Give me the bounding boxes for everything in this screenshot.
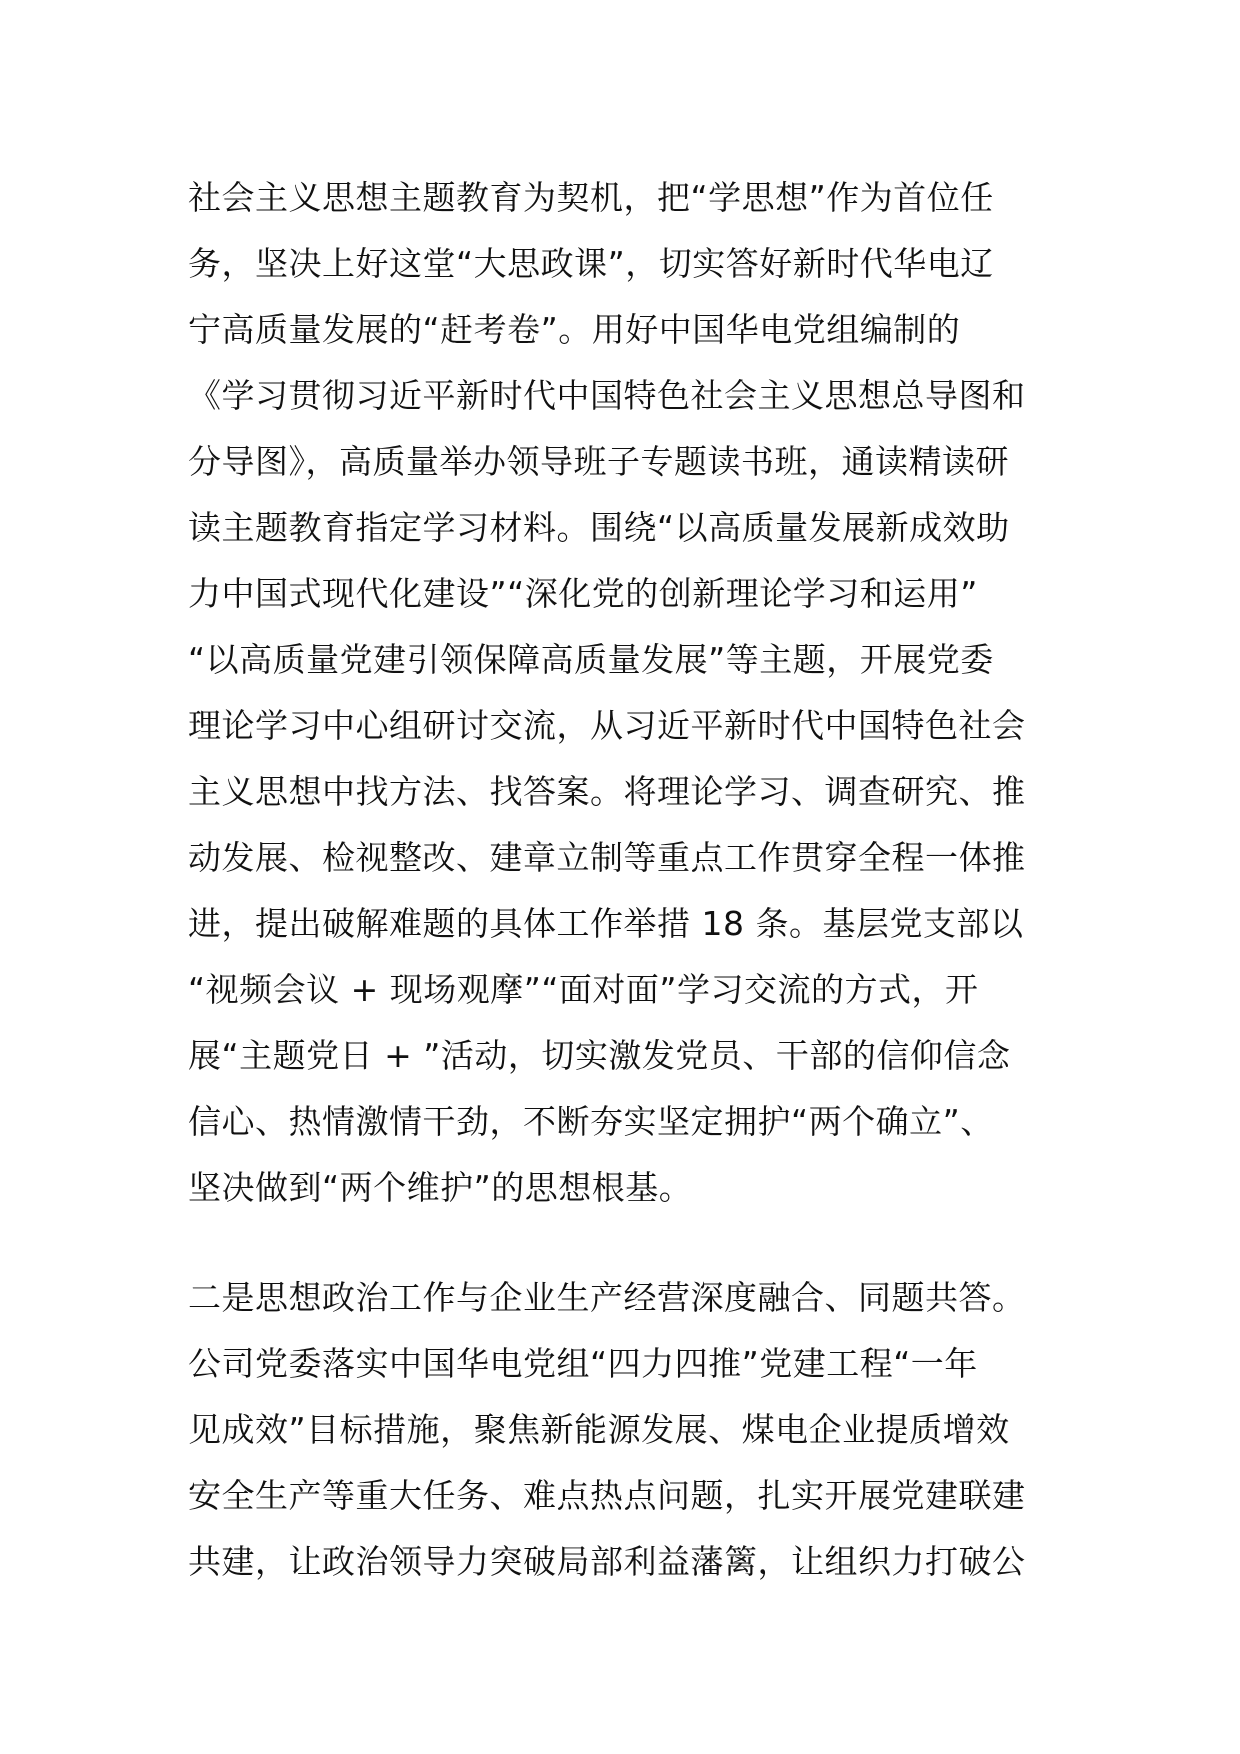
text-line: 展“主题党日 + ”活动，切实激发党员、干部的信仰信念 <box>188 1036 1011 1075</box>
text-line: 信心、热情激情干劲，不断夯实坚定拥护“两个确立”、 <box>188 1102 994 1141</box>
text-line: 力中国式现代化建设”“深化党的创新理论学习和运用” <box>188 574 978 613</box>
text-line: 坚决做到“两个维护”的思想根基。 <box>188 1168 693 1207</box>
text-line: 务，坚决上好这堂“大思政课”，切实答好新时代华电辽 <box>188 244 994 283</box>
text-line: 分导图》，高质量举办领导班子专题读书班，通读精读研 <box>188 442 1009 481</box>
text-line: 见成效”目标措施，聚焦新能源发展、煤电企业提质增效 <box>188 1410 1010 1449</box>
text-line: 读主题教育指定学习材料。围绕“以高质量发展新成效助 <box>188 508 1010 547</box>
text-line: 社会主义思想主题教育为契机，把“学思想”作为首位任 <box>188 178 994 217</box>
text-line: “以高质量党建引领保障高质量发展”等主题，开展党委 <box>188 640 994 679</box>
text-line: 二是思想政治工作与企业生产经营深度融合、同题共答。 <box>188 1278 1026 1317</box>
text-line: 公司党委落实中国华电党组“四力四推”党建工程“一年 <box>188 1344 978 1383</box>
paragraph-theme-education <box>188 165 1068 1221</box>
text-line: 理论学习中心组研讨交流，从习近平新时代中国特色社会 <box>188 706 1026 745</box>
text-line: “视频会议 + 现场观摩”“面对面”学习交流的方式，开 <box>188 970 979 1009</box>
text-line: 进，提出破解难题的具体工作举措 18 条。基层党支部以 <box>188 904 1024 943</box>
text-line: 《学习贯彻习近平新时代中国特色社会主义思想总导图和 <box>188 376 1026 415</box>
paragraph-ideological-integration <box>188 1265 1068 1595</box>
text-line: 安全生产等重大任务、难点热点问题，扎实开展党建联建 <box>188 1476 1026 1515</box>
text-line: 宁高质量发展的“赶考卷”。用好中国华电党组编制的 <box>188 310 961 349</box>
text-line: 共建，让政治领导力突破局部利益藩篱，让组织力打破公 <box>188 1542 1026 1581</box>
text-line: 主义思想中找方法、找答案。将理论学习、调查研究、推 <box>188 772 1026 811</box>
text-line: 动发展、检视整改、建章立制等重点工作贯穿全程一体推 <box>188 838 1026 877</box>
